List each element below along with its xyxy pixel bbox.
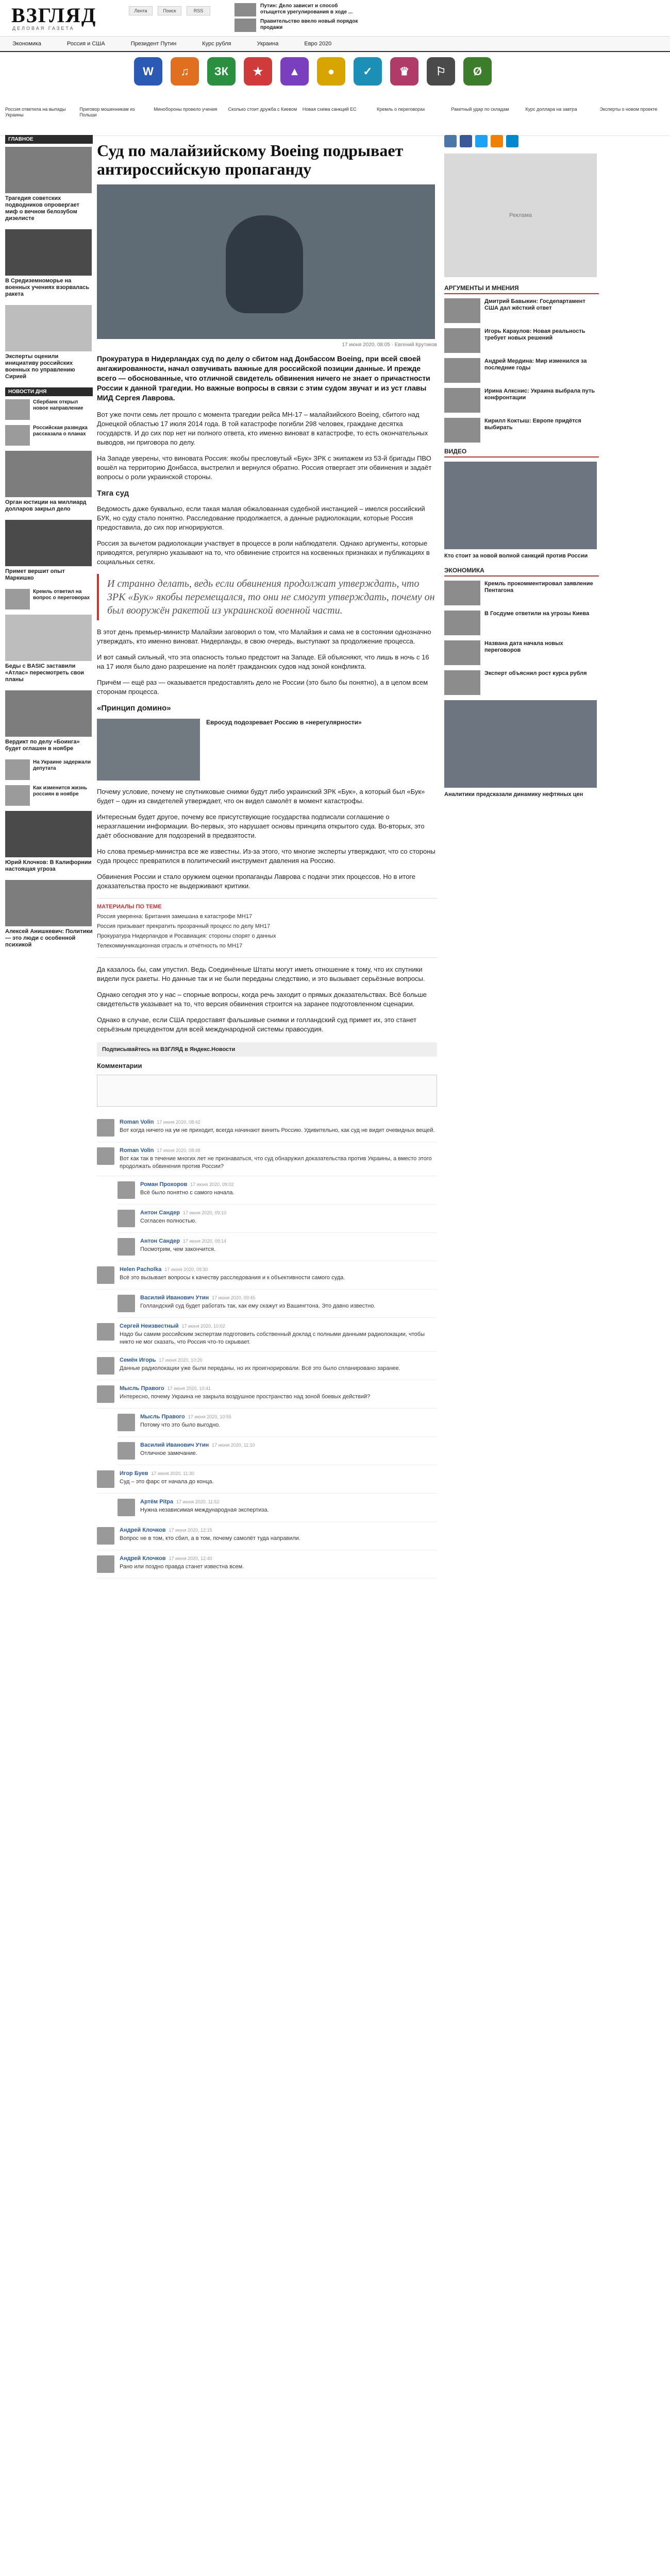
comment-date: 17 июня 2020, 09:45 — [212, 1295, 256, 1300]
article-paragraph: Ведомость даже буквально, если такая малая обжалованная судебной инстанцией – имелся российский БУК, но суду стало понятно. Расследование продолжается, а данные радиолокации, которые Россия предоставила, до сих пор игнорируются. — [97, 505, 425, 531]
related-link[interactable]: Телекоммуникационная отрасль и отчётность по MH17 — [97, 943, 243, 949]
site-logo-subtitle: ДЕЛОВАЯ ГАЗЕТА — [12, 26, 75, 31]
hero-figure — [226, 215, 303, 313]
promo-tile[interactable]: ♛ — [390, 57, 418, 86]
comment-date: 17 июня 2020, 11:10 — [212, 1443, 255, 1448]
news-title: Трагедия советских подводников опровергает миф о вечном белозубом дизелисте — [5, 195, 79, 222]
tool-feed[interactable]: Лента — [129, 6, 153, 15]
left-head-day: НОВОСТИ ДНЯ — [5, 387, 93, 396]
comment-body — [140, 1442, 437, 1460]
nav-russia-usa[interactable]: Россия и США — [67, 41, 105, 47]
news-title: Кремль ответил на вопрос о переговорах — [33, 589, 90, 601]
comment-author-name[interactable]: Василий Иванович Утин — [140, 1295, 209, 1301]
economy-list — [444, 581, 599, 695]
opinion-photo — [444, 418, 480, 443]
comment — [118, 1233, 437, 1261]
comment — [97, 1261, 437, 1290]
comment-body — [140, 1499, 437, 1516]
comment-date: 17 июня 2020, 09:14 — [182, 1239, 227, 1244]
article-paragraph: Да казалось бы, сам упустил. Ведь Соединённые Штаты могут иметь отношение к тому, что их спутники видели пуск ракеты. Но данные так и не были переданы следствию, и это вызывает серьёзные вопросы. — [97, 965, 425, 982]
comment-date: 17 июня 2020, 10:20 — [159, 1358, 203, 1363]
promo-tile[interactable]: ЗК — [207, 57, 236, 86]
comment-date: 17 июня 2020, 09:02 — [190, 1182, 234, 1187]
comment — [97, 1114, 437, 1142]
comment-body — [120, 1357, 437, 1375]
promo-news-item[interactable]: Сколько стоит дружба с Киевом — [228, 107, 297, 112]
opinion-photo — [444, 298, 480, 323]
news-title: Вердикт по делу «Боинга» будет оглашен в ноябре — [5, 739, 80, 752]
opinion-item[interactable] — [444, 298, 599, 323]
comment-author[interactable] — [120, 1385, 437, 1392]
economy-title: Эксперт объяснил рост курса рубля — [484, 670, 587, 676]
news-image — [5, 520, 92, 566]
news-thumb — [5, 759, 30, 780]
avatar[interactable] — [118, 1181, 135, 1199]
news-title: Орган юстиции на миллиард долларов закрыл дело — [5, 499, 87, 512]
article-paragraph: Однако в случае, если США предоставят фальшивые снимки и голландский суд примет их, это станет серьёзным прецедентом для всей международной системы правосудия. — [97, 1016, 417, 1033]
news-image — [5, 147, 92, 193]
left-news-item[interactable] — [5, 520, 93, 582]
promo-news-item[interactable]: Россия ответила на выпады Украины — [5, 107, 66, 117]
news-image — [5, 811, 92, 857]
comment-text: Вопрос не в том, кто сбил, а в том, почему самолёт туда направили. — [120, 1535, 300, 1541]
right-head-video: ВИДЕО — [444, 448, 599, 457]
comment-text: Согласен полностью. — [140, 1218, 197, 1224]
breaking-item[interactable] — [234, 3, 363, 16]
site-header — [0, 0, 670, 37]
comment-author[interactable] — [140, 1238, 437, 1244]
nav-economy[interactable]: Экономика — [12, 41, 42, 47]
comment-author[interactable] — [120, 1357, 437, 1363]
comment-text: Всё это вызывает вопросы к качеству расследования и к объективности самого суда. — [120, 1275, 345, 1281]
video-image[interactable] — [444, 462, 597, 549]
news-title: Сбербанк открыл новое направление — [33, 399, 83, 411]
economy-item[interactable] — [444, 611, 599, 635]
avatar[interactable] — [97, 1357, 114, 1375]
nav-ukraine[interactable]: Украина — [257, 41, 279, 47]
left-news-item[interactable] — [5, 615, 93, 683]
twitter-icon[interactable] — [475, 135, 488, 147]
economy-title: Названа дата начала новых переговоров — [484, 640, 563, 653]
article-paragraph: Причём — ещё раз — оказывается предоставлять дело не России (это было бы понятно), а в целом всем сторонам процесса. — [97, 679, 428, 696]
breaking-news — [234, 3, 363, 32]
comment — [118, 1409, 437, 1437]
comment-date: 17 июня 2020, 10:02 — [181, 1324, 225, 1329]
economy-item[interactable] — [444, 640, 599, 665]
main-nav — [0, 37, 670, 52]
promo-news — [0, 105, 670, 136]
news-title: Российская разведка рассказала о планах — [33, 425, 88, 437]
avatar[interactable] — [97, 1470, 114, 1488]
comment-date: 17 июня 2020, 08:42 — [157, 1120, 200, 1125]
header-tools — [129, 6, 210, 15]
opinion-photo — [444, 358, 480, 383]
comment-text: Интересно, почему Украина не закрыла воздушное пространство над зоной боевых действий? — [120, 1394, 371, 1400]
comment-text: Вот как так в течение многих лет не признаваться, что суд обнаружил доказательства против Украины, а вместо этого продолжать обвинения против России? — [120, 1156, 432, 1170]
comment-text: Голландский суд будет работать так, как ему скажут из Вашингтона. Это давно известно. — [140, 1303, 376, 1309]
comment-date: 17 июня 2020, 10:41 — [167, 1386, 211, 1391]
comment-body — [120, 1385, 437, 1403]
comment-author[interactable] — [140, 1442, 437, 1448]
news-title: Эксперты оценили инициативу российских военных по управлению Сирией — [5, 353, 75, 380]
news-image — [5, 305, 92, 351]
comment-date: 17 июня 2020, 11:52 — [176, 1499, 220, 1504]
comment-body — [120, 1323, 437, 1346]
header-ad[interactable] — [567, 2, 660, 33]
right-ad[interactable]: Реклама — [444, 154, 597, 277]
economy-photo — [444, 640, 480, 665]
article-paragraph: Обвинения России и стало оружием оценки пропаганды Лаврова с подачи этих процессов. Но в итоге доказательства просто не выдерживают критики. — [97, 873, 415, 890]
news-image — [5, 880, 92, 926]
comment — [97, 1465, 437, 1494]
comment-author-name[interactable]: Андрей Клочков — [120, 1555, 166, 1562]
nav-euro2020[interactable]: Евро 2020 — [304, 41, 332, 47]
promo-news-item[interactable]: Курс доллара на завтра — [525, 107, 577, 112]
opinion-photo — [444, 328, 480, 353]
left-small-item[interactable] — [5, 785, 93, 806]
comment-text: Рано или поздно правда станет известна всем. — [120, 1564, 244, 1570]
article-subheading: Тяга суд — [97, 489, 129, 498]
promo-tile[interactable]: ● — [317, 57, 345, 86]
promo-tile[interactable]: ♫ — [171, 57, 199, 86]
comment-body — [120, 1119, 437, 1137]
right-head-opinions: АРГУМЕНТЫ И МНЕНИЯ — [444, 284, 599, 294]
promo-news-item[interactable]: Кремль о переговорах — [377, 107, 425, 112]
news-title: В Средиземноморье на военных учениях взорвалась ракета — [5, 278, 90, 297]
comment-author-name[interactable]: Roman Volin — [120, 1119, 154, 1125]
opinion-item[interactable] — [444, 328, 599, 353]
left-news-item[interactable] — [5, 880, 93, 948]
comment-author[interactable] — [120, 1527, 437, 1533]
news-title: Примет вершит опыт Маркишко — [5, 568, 65, 581]
breaking-thumb — [234, 19, 256, 32]
comment-body — [140, 1295, 437, 1312]
related-link[interactable]: Россия уверенна: Британия замешана в катастрофе МН17 — [97, 913, 253, 920]
opinion-item[interactable] — [444, 358, 599, 383]
comment — [118, 1205, 437, 1233]
inline-caption: Евросуд подозревает Россию в «нерегулярности» — [206, 719, 362, 726]
economy-title: В Госдуме ответили на угрозы Киева — [484, 611, 590, 617]
social-links — [444, 135, 599, 148]
comment-author-name[interactable]: Игор Буев — [120, 1470, 148, 1477]
promo-tile[interactable]: Ø — [463, 57, 492, 86]
left-column — [5, 135, 93, 956]
telegram-icon[interactable] — [506, 135, 518, 147]
article-paragraph: Почему условие, почему не спутниковые снимки будут либо украинский ЗРК «Бук», а который был «Бук» будет – один из свидетелей утверждает, что он видел самолёт в момент катастрофы. — [97, 788, 425, 805]
promo-tile[interactable]: W — [134, 57, 162, 86]
comment-text: Вот когда ничего на ум не приходит, всегда начинают винить Россию. Удивительно, как суд не видит очевидных вещей. — [120, 1127, 435, 1133]
comment-author[interactable] — [140, 1210, 437, 1216]
comment-author-name[interactable]: Андрей Клочков — [120, 1527, 166, 1533]
avatar[interactable] — [118, 1414, 135, 1431]
comment-author[interactable] — [140, 1295, 437, 1301]
economy-title: Кремль прокомментировал заявление Пентагона — [484, 581, 593, 594]
comment-body — [140, 1414, 437, 1431]
comment-date: 17 июня 2020, 11:30 — [151, 1471, 194, 1476]
promo-news-item[interactable]: Приговор мошенникам из Польши — [79, 107, 135, 117]
economy-photo — [444, 670, 480, 695]
opinion-item[interactable] — [444, 388, 599, 413]
comment-author[interactable] — [140, 1181, 437, 1188]
comment-author-name[interactable]: Мысль Правого — [120, 1385, 164, 1392]
article-paragraph: Россия за вычетом радиолокации участвует в процессе в роли наблюдателя. Однако аргументы, которые приводятся, регулярно указывают на то, что обвинение строится на косвенных признаках и публикациях в социальных сетях. — [97, 539, 430, 566]
comment-author[interactable] — [140, 1414, 437, 1420]
right-column — [444, 135, 599, 805]
article — [97, 135, 437, 1579]
related-link[interactable]: Россия призывает прекратить прозрачный процесс по делу MH17 — [97, 923, 271, 929]
news-image — [5, 451, 92, 497]
comment — [97, 1522, 437, 1550]
comment — [118, 1176, 437, 1205]
nav-ruble[interactable]: Курс рубля — [202, 41, 231, 47]
avatar[interactable] — [97, 1266, 114, 1284]
comment-author-name[interactable]: Семён Игорь — [120, 1357, 156, 1363]
comment-text: Надо бы самим российским экспертам подготовить собственный доклад с полными данными радиолокации, чтобы никто не мог сказать, что Россия что-то скрывает. — [120, 1331, 425, 1345]
news-title: Беды с BASIC заставили «Атлас» пересмотреть свои планы — [5, 663, 85, 683]
promo-news-item[interactable]: Эксперты о новом проекте — [599, 107, 658, 112]
opinion-item[interactable] — [444, 418, 599, 443]
comment-date: 17 июня 2020, 10:55 — [188, 1414, 231, 1419]
left-news-item[interactable] — [5, 229, 93, 298]
comments-list — [97, 1114, 437, 1579]
article-paragraph: Вот уже почти семь лет прошло с момента трагедии рейса MH-17 – малайзийского Boeing, сбитого над Донецкой областью 17 июля 2014 года. В той катастрофе погибли 298 человек, граждане десятка государств. И до сих пор нет ни полного ответа, кто именно виноват в катастрофе, то есть окончательных выводов, ни приговора по делу. — [97, 411, 428, 446]
article-paragraph: И вот самый сильный, что эта опасность только предстоит на Западе. Ей объясняют, что лишь в ночь с 16 на 17 июля было дано разрешение на полёт гражданских судов над зоной конфликта. — [97, 653, 429, 670]
comment-date: 17 июня 2020, 12:15 — [169, 1528, 212, 1533]
avatar[interactable] — [97, 1323, 114, 1341]
comment-body — [120, 1147, 437, 1171]
left-small-item[interactable] — [5, 589, 93, 609]
avatar[interactable] — [97, 1527, 114, 1545]
inline-image — [97, 719, 200, 781]
left-news-item[interactable] — [5, 451, 93, 513]
avatar[interactable] — [118, 1442, 135, 1460]
promo-news-item[interactable]: Минобороны провело учения — [154, 107, 217, 112]
avatar[interactable] — [97, 1385, 114, 1403]
left-news-item[interactable] — [5, 690, 93, 752]
comment — [97, 1380, 437, 1409]
comment — [97, 1318, 437, 1352]
subscribe-link[interactable]: Подписывайтесь на ВЗГЛЯД в Яндекс.Новости — [97, 1042, 437, 1057]
avatar[interactable] — [97, 1119, 114, 1137]
promo-news-item[interactable]: Новая схема санкций ЕС — [302, 107, 357, 112]
news-image — [5, 615, 92, 661]
promo-tile[interactable]: ⚐ — [427, 57, 455, 86]
avatar[interactable] — [97, 1555, 114, 1573]
article-paragraph: На Западе уверены, что виновата Россия: якобы пресловутый «Бук» ЗРК с экипажем из 53-й бригады ПВО вошёл на территорию Донбасса, выстрелил и вернулся обратно. Россия отвергает эти обвинения и задаёт вопросы о роли украинской стороны. — [97, 454, 432, 481]
article-title: Суд по малайзийскому Boeing подрывает антироссийскую пропаганду — [97, 141, 404, 178]
news-thumb — [5, 399, 30, 420]
video-caption[interactable]: Кто стоит за новой волной санкций против России — [444, 553, 588, 559]
breaking-item[interactable] — [234, 19, 363, 32]
vk-icon[interactable] — [444, 135, 457, 147]
nav-putin[interactable]: Президент Путин — [130, 41, 177, 47]
breaking-thumb — [234, 3, 256, 16]
comment-author-name[interactable]: Helen Pacholka — [120, 1266, 162, 1273]
article-hero-image — [97, 184, 435, 339]
comment-text: Посмотрим, чем закончится. — [140, 1246, 215, 1252]
news-image — [5, 690, 92, 737]
comment-date: 17 июня 2020, 08:48 — [157, 1148, 200, 1153]
promo-news-item[interactable]: Ракетный удар по складам — [451, 107, 509, 112]
avatar[interactable] — [118, 1238, 135, 1256]
comments-heading: Комментарии — [97, 1062, 142, 1070]
comment-author-name[interactable]: Сергей Неизвестный — [120, 1323, 179, 1329]
comment-date: 17 июня 2020, 09:10 — [182, 1210, 227, 1215]
inline-related[interactable] — [97, 719, 437, 781]
site-logo[interactable]: ВЗГЛЯД — [11, 4, 97, 27]
economy-image[interactable] — [444, 700, 597, 788]
comment-text: Отличное замечание. — [140, 1450, 197, 1456]
opinion-title: Игорь Караулов: Новая реальность требует новых решений — [484, 328, 585, 341]
comment-body — [120, 1266, 437, 1284]
comment — [118, 1437, 437, 1465]
left-news-item[interactable] — [5, 147, 93, 222]
comment-body — [120, 1555, 437, 1573]
article-paragraph: Однако сегодня это у нас – спорные вопросы, когда речь заходит о прямых доказательствах. Всё больше свидетельств указывает на то, что версия обвинения строится на заранее подготовленном сценарии. — [97, 991, 427, 1008]
comment-date: 17 июня 2020, 09:30 — [164, 1267, 208, 1272]
promo-tile[interactable]: ✓ — [354, 57, 382, 86]
avatar[interactable] — [118, 1499, 135, 1516]
article-quote: И странно делать, ведь если обвинения продолжат утверждать, что ЗРК «Бук» якобы перемещался, то они не смогут утверждать, почему он был вооружён ракетой из украинской военной части. — [97, 574, 437, 620]
comment-text: Суд – это фарс от начала до конца. — [120, 1479, 214, 1485]
comment-text: Всё было понятно с самого начала. — [140, 1190, 234, 1196]
article-lead: Прокуратура в Нидерландах суд по делу о сбитом над Донбассом Boeing, при всей своей ангажированности, начал озвучивать важные для российской позиции данные. И прежде всего — обоснованные, что отличной свидетель обвинения ничего не знает о причастности России к данной трагедии. Но важные вопросы в связи с этим судом звучат и из уст главы МИД Сергея Лаврова. — [97, 354, 430, 402]
comment — [118, 1290, 437, 1318]
comment-author-name[interactable]: Василий Иванович Утин — [140, 1442, 209, 1448]
opinions-list — [444, 298, 599, 443]
opinion-title: Ирина Алкснис: Украина выбрала путь конфронтации — [484, 388, 595, 401]
breaking-title: Правительство ввело новый порядок продажи — [260, 19, 358, 30]
comment — [97, 1142, 437, 1176]
left-news-item[interactable] — [5, 811, 93, 873]
news-title: Как изменится жизнь россиян в ноябре — [33, 785, 87, 797]
comment-author-name[interactable]: Роман Прохоров — [140, 1181, 188, 1188]
comment-author[interactable] — [120, 1266, 437, 1273]
comment-author[interactable] — [120, 1555, 437, 1562]
avatar[interactable] — [118, 1210, 135, 1227]
tool-rss[interactable]: RSS — [187, 6, 210, 15]
facebook-icon[interactable] — [460, 135, 472, 147]
left-small-item[interactable] — [5, 399, 93, 420]
promo-tile[interactable]: ★ — [244, 57, 272, 86]
comment-author[interactable] — [120, 1147, 437, 1154]
related-link[interactable]: Прокуратура Нидерландов и Росавиация: стороны спорят о данных — [97, 933, 276, 939]
comment-author[interactable] — [120, 1119, 437, 1125]
comment-body — [140, 1181, 437, 1199]
opinion-title: Дмитрий Бавыкин: Госдепартамент США дал жёсткий ответ — [484, 298, 585, 311]
news-title: Алексей Анишкевич: Политики — это люди с особенной психикой — [5, 928, 93, 948]
ok-icon[interactable] — [491, 135, 503, 147]
breaking-title: Путин: Дело зависит и способ отыщется урегулирования в ходе ... — [260, 3, 353, 15]
comment-text: Нужна независимая международная экспертиза. — [140, 1507, 269, 1513]
article-paragraph: В этот день премьер-министр Малайзии заговорил о том, что Малайзия и сама не в состоянии однозначно утверждать, кто именно виноват. Нидерланды, в свою очередь, выступают за продолжение процесса. — [97, 628, 431, 645]
left-news-item[interactable] — [5, 305, 93, 380]
promo-tiles — [0, 52, 670, 105]
comment — [97, 1550, 437, 1579]
opinion-title: Кирилл Коктыш: Европе придётся выбирать — [484, 418, 581, 431]
left-small-item[interactable] — [5, 759, 93, 780]
promo-tile[interactable]: ▲ — [280, 57, 309, 86]
economy-caption[interactable]: Аналитики предсказали динамику нефтяных цен — [444, 791, 583, 798]
comment-author-name[interactable]: Антон Сандер — [140, 1210, 180, 1216]
news-title: Юрий Клочков: В Калифорнии настоящая угроза — [5, 859, 92, 872]
economy-item[interactable] — [444, 670, 599, 695]
news-thumb — [5, 425, 30, 446]
comment-author-name[interactable]: Артём Pitpa — [140, 1499, 174, 1505]
left-small-item[interactable] — [5, 425, 93, 446]
news-title: На Украине задержали депутата — [33, 759, 91, 771]
comment-text: Потому что это было выгодно. — [140, 1422, 221, 1428]
article-paragraph: Но слова премьер-министра все же известны. Из-за этого, что многие эксперты утверждают, что со стороны суда процесс превратился в политический инструмент давления на Россию. — [97, 848, 435, 865]
opinion-title: Андрей Мердина: Мир изменился за последние годы — [484, 358, 587, 371]
comment-body — [120, 1470, 437, 1488]
avatar[interactable] — [118, 1295, 135, 1312]
comment-author[interactable] — [120, 1470, 437, 1477]
comment — [97, 1352, 437, 1380]
economy-item[interactable] — [444, 581, 599, 605]
comment-body — [140, 1238, 437, 1256]
avatar[interactable] — [97, 1147, 114, 1165]
news-image — [5, 229, 92, 276]
comment-author[interactable] — [120, 1323, 437, 1329]
related-materials — [97, 898, 437, 958]
tool-search[interactable]: Поиск — [158, 6, 181, 15]
article-paragraph: Интересным будет другое, почему все присутствующие государства подписали соглашение о неразглашении информации. Во-первых, это нарушает основы принципа открытого суда. Во-вторых, это даёт обоснование для подозрений в предвзятости. — [97, 813, 425, 839]
opinion-photo — [444, 388, 480, 413]
news-thumb — [5, 589, 30, 609]
comment-author-name[interactable]: Roman Volin — [120, 1147, 154, 1154]
comment-author-name[interactable]: Мысль Правого — [140, 1414, 185, 1420]
comment-body — [140, 1210, 437, 1227]
comment-body — [120, 1527, 437, 1545]
economy-photo — [444, 611, 480, 635]
news-thumb — [5, 785, 30, 806]
article-meta: 17 июня 2020, 08:05 · Евгений Крутиков — [342, 342, 437, 348]
comment-text: Данные радиолокации уже были переданы, но их проигнорировали. Всё это было спланировано заранее. — [120, 1365, 400, 1371]
right-head-economy: ЭКОНОМИКА — [444, 567, 599, 577]
comment-author-name[interactable]: Антон Сандер — [140, 1238, 180, 1244]
left-head-main: ГЛАВНОЕ — [5, 135, 93, 144]
economy-photo — [444, 581, 480, 605]
article-subheading: «Принцип домино» — [97, 704, 171, 713]
comment — [118, 1494, 437, 1522]
comment-date: 17 июня 2020, 12:40 — [169, 1556, 212, 1561]
related-heading: МАТЕРИАЛЫ ПО ТЕМЕ — [97, 904, 162, 910]
comment-form[interactable] — [97, 1075, 437, 1107]
comment-author[interactable] — [140, 1499, 437, 1505]
